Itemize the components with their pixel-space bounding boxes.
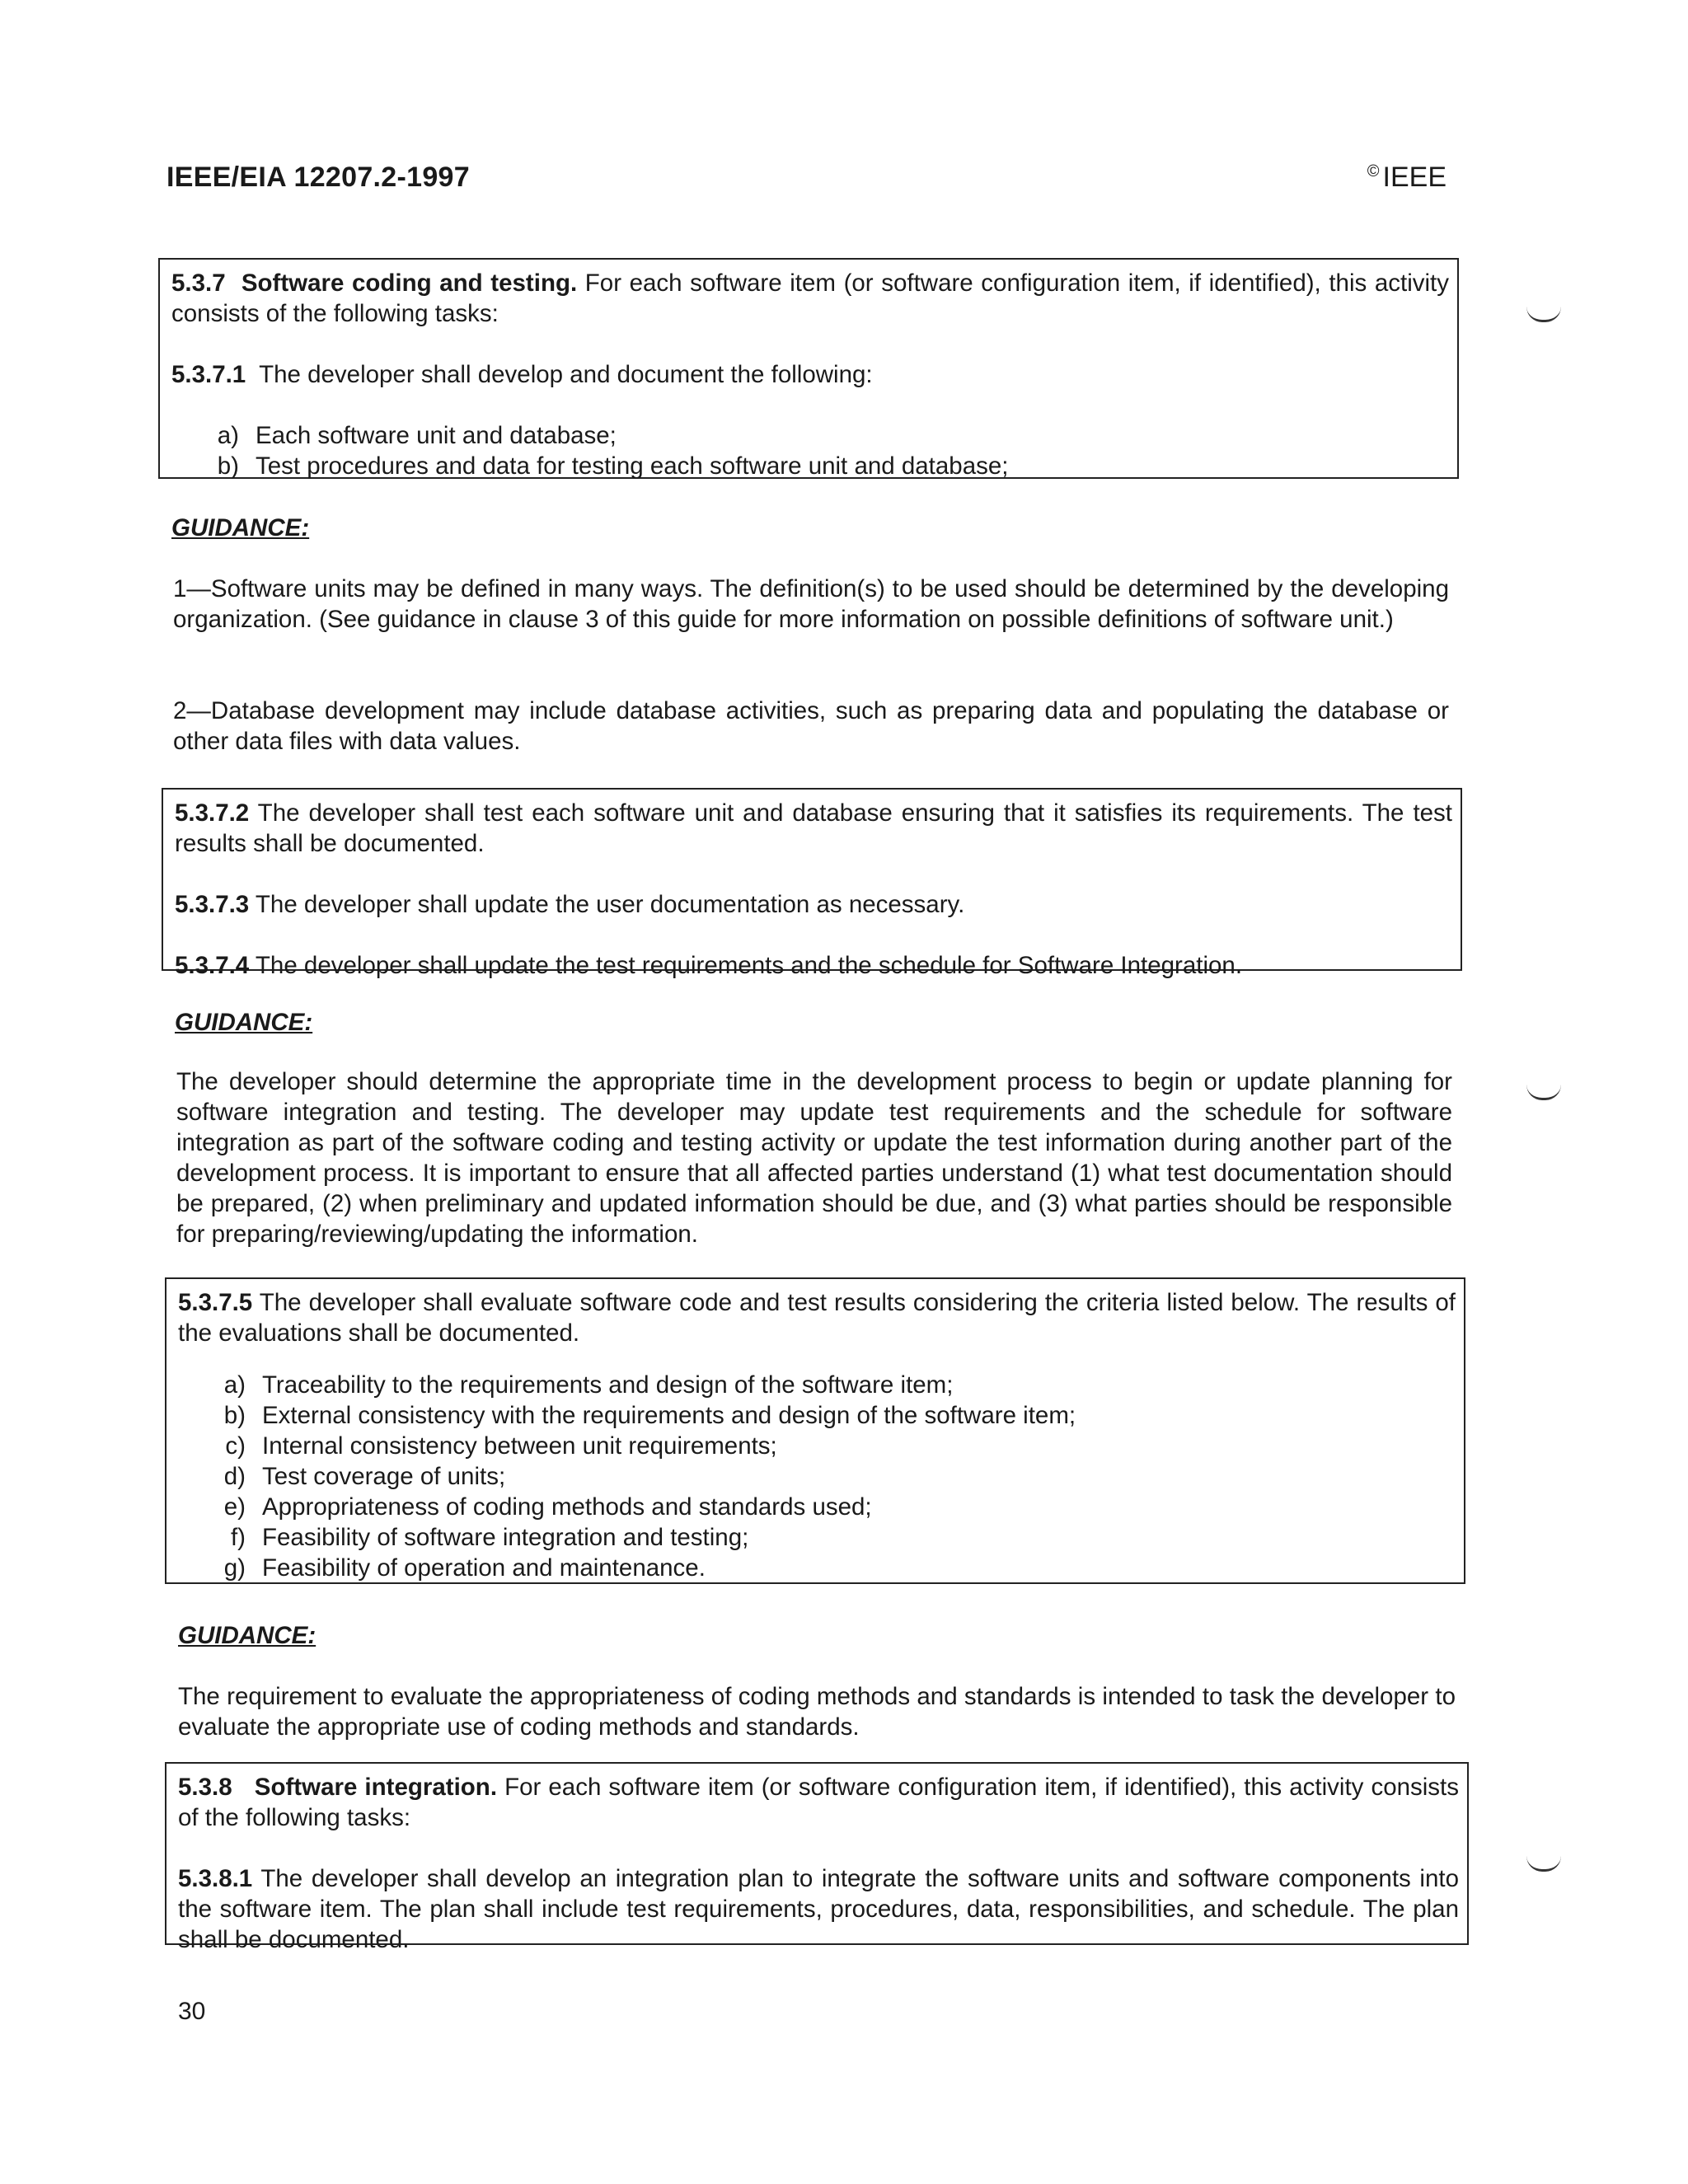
clause-text: For each software item (or software configuration item, if identified), this activity consists of the following tasks: <box>178 1774 1460 1831</box>
clause-number: 5.3.7 <box>171 269 226 297</box>
clause-5-3-7-1 <box>171 359 1449 390</box>
binder-hole-mark <box>1526 1085 1561 1100</box>
requirement-box-5-3-8 <box>165 1762 1469 1953</box>
copyright-symbol: © <box>1367 162 1380 180</box>
page-number: 30 <box>178 1998 206 2025</box>
clause-text: The developer shall develop an integration plan to integrate the software units and software components into the software item. The plan shall include test requirements, procedures, data, responsibilities, and schedule. The plan shall be documented. <box>178 1865 1459 1953</box>
clause-5-3-7-4 <box>175 950 1452 981</box>
clause-5-3-8-1 <box>178 1863 1459 1955</box>
clause-5-3-7-2 <box>175 798 1452 859</box>
clause-5-3-7-3 <box>175 889 1452 920</box>
list-item: c) Internal consistency between unit requirements; <box>225 1432 777 1460</box>
clause-text: The developer shall update the user documentation as necessary. <box>255 891 965 918</box>
clause-number: 5.3.7.5 <box>178 1289 253 1316</box>
clause-text: For each software item (or software configuration item, if identified), this activity consists of the following tasks: <box>171 269 1449 327</box>
clause-number: 5.3.7.3 <box>175 891 250 918</box>
guidance-paragraph: The requirement to evaluate the appropriateness of coding methods and standards is intended to task the developer to evaluate the appropriate use of coding methods and standards. <box>178 1683 1456 1741</box>
guidance-heading: GUIDANCE: <box>178 1622 316 1649</box>
clause-number: 5.3.7.1 <box>171 361 246 388</box>
clause-text: The developer shall evaluate software code and test results considering the criteria listed below. The results of the evaluations shall be documented. <box>178 1289 1456 1347</box>
list-item: f) Feasibility of software integration and testing; <box>230 1524 749 1551</box>
standard-id: IEEE/EIA 12207.2-1997 <box>166 162 470 193</box>
binder-hole-mark <box>1526 1856 1561 1872</box>
clause-title: Software integration. <box>254 1774 498 1801</box>
publisher-name: IEEE <box>1382 162 1447 193</box>
guidance-note-2: 2—Database development may include database activities, such as preparing data and populating the database or other data files with data values. <box>173 697 1449 755</box>
clause-number: 5.3.7.2 <box>175 799 250 827</box>
guidance-note-1: 1—Software units may be defined in many ways. The definition(s) to be used should be determined by the developing organization. (See guidance in clause 3 of this guide for more information on possible definitions of software unit.) <box>173 575 1449 633</box>
requirement-box-5-3-7 <box>158 258 1459 479</box>
binder-hole-mark <box>1526 307 1561 322</box>
criteria-list <box>178 1370 1456 1583</box>
clause-number: 5.3.8 <box>178 1774 232 1801</box>
list-item: g) Feasibility of operation and maintenance. <box>223 1554 706 1582</box>
list-item: a) Each software unit and database; <box>217 422 617 449</box>
clause-5-3-8 <box>178 1772 1459 1833</box>
clause-title: Software coding and testing. <box>241 269 578 297</box>
requirement-box-5-3-7-2 <box>162 788 1462 979</box>
clause-5-3-7-5 <box>178 1287 1456 1348</box>
list-item: b) Test procedures and data for testing each software unit and database; <box>217 452 1009 480</box>
clause-text: The developer shall update the test requirements and the schedule for Software Integration. <box>255 952 1243 979</box>
clause-list <box>171 420 1449 481</box>
clause-5-3-7 <box>171 268 1449 329</box>
clause-number: 5.3.7.4 <box>175 952 250 979</box>
guidance-paragraph: The developer should determine the appropriate time in the development process to begin or update planning for software integration and testing. The developer may update test requirements and the schedule for software integration as part of the software coding and testing activity or update the test information during another part of the development process. It is important to ensure that all affected parties understand (1) what test documentation should be prepared, (2) when preliminary and updated information should be due, and (3) what parties should be responsible for preparing/reviewing/updating the information. <box>176 1068 1452 1248</box>
clause-text: The developer shall test each software unit and database ensuring that it satisfies its requirements. The test results shall be documented. <box>175 799 1452 857</box>
list-item: e) Appropriateness of coding methods and standards used; <box>223 1493 872 1521</box>
list-item: a) Traceability to the requirements and design of the software item; <box>223 1371 954 1399</box>
list-item: b) External consistency with the requirements and design of the software item; <box>223 1402 1076 1429</box>
guidance-heading: GUIDANCE: <box>171 514 310 541</box>
guidance-heading: GUIDANCE: <box>175 1009 313 1036</box>
clause-text: The developer shall develop and document the following: <box>259 361 873 388</box>
copyright-notice <box>1367 162 1447 194</box>
list-item: d) Test coverage of units; <box>223 1463 506 1490</box>
requirement-box-5-3-7-5 <box>165 1277 1465 1584</box>
clause-number: 5.3.8.1 <box>178 1865 253 1892</box>
